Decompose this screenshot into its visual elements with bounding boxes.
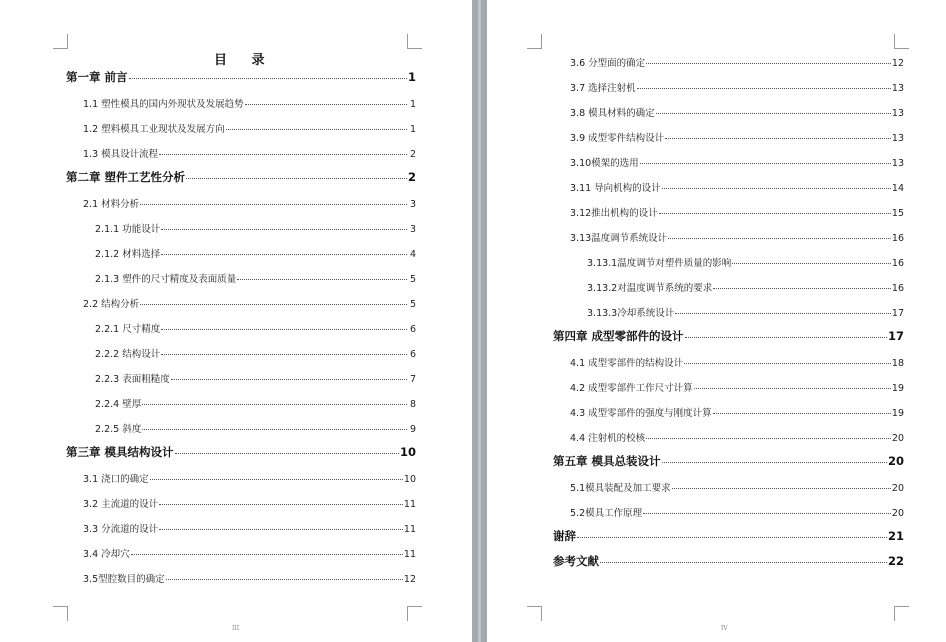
toc-section-entry[interactable] xyxy=(83,546,416,560)
toc-section-entry[interactable] xyxy=(83,196,416,210)
toc-dot-leader xyxy=(694,388,891,389)
corner-mark-bottom-right xyxy=(407,606,422,621)
toc-entry-page-number: 17 xyxy=(887,329,904,343)
toc-dot-leader xyxy=(161,329,407,330)
toc-dot-leader xyxy=(656,113,891,114)
page-number-footer: IV xyxy=(721,625,728,632)
toc-entry-label: 4.1 成型零部件的结构设计 xyxy=(570,358,684,369)
toc-section-entry[interactable] xyxy=(570,205,904,219)
toc-section-entry[interactable] xyxy=(95,246,416,260)
toc-section-entry[interactable] xyxy=(570,230,904,244)
toc-section-entry[interactable] xyxy=(570,430,904,444)
toc-entry-page-number: 12 xyxy=(891,58,904,69)
toc-entry-page-number: 15 xyxy=(891,208,904,219)
toc-chapter-entry[interactable] xyxy=(553,453,904,469)
toc-section-entry[interactable] xyxy=(83,521,416,535)
toc-entry-page-number: 19 xyxy=(891,408,904,419)
toc-dot-leader xyxy=(237,279,407,280)
toc-section-entry[interactable] xyxy=(570,80,904,94)
toc-entry-label: 2.1 材料分析 xyxy=(83,199,140,210)
toc-entry-label: 3.13.1温度调节对塑件质量的影响 xyxy=(587,258,732,269)
toc-entry-page-number: 21 xyxy=(887,529,904,543)
toc-entry-label: 2.2.2 结构设计 xyxy=(95,349,161,360)
corner-mark-top-right xyxy=(894,34,909,49)
corner-mark-top-right xyxy=(407,34,422,49)
toc-dot-leader xyxy=(226,129,407,130)
toc-entry-page-number: 3 xyxy=(409,199,416,210)
toc-dot-leader xyxy=(732,263,891,264)
toc-section-entry[interactable] xyxy=(95,396,416,410)
toc-dot-leader xyxy=(245,104,407,105)
toc-entry-label: 第二章 塑件工艺性分析 xyxy=(66,170,186,184)
toc-entry-label: 2.2.3 表面粗糙度 xyxy=(95,374,170,385)
toc-section-entry[interactable] xyxy=(83,496,416,510)
toc-entry-label: 2.2.4 壁厚 xyxy=(95,399,142,410)
toc-entry-page-number: 2 xyxy=(407,170,416,184)
toc-entry-label: 3.3 分流道的设计 xyxy=(83,524,159,535)
toc-entry-label: 3.11 导向机构的设计 xyxy=(570,183,661,194)
toc-entry-label: 2.1.1 功能设计 xyxy=(95,224,161,235)
corner-mark-top-left xyxy=(527,34,542,49)
toc-chapter-entry[interactable] xyxy=(553,528,904,544)
toc-section-entry[interactable] xyxy=(83,296,416,310)
toc-chapter-entry[interactable] xyxy=(66,169,416,185)
toc-entry-label: 3.10模架的选用 xyxy=(570,158,639,169)
toc-section-entry[interactable] xyxy=(587,280,904,294)
toc-entry-label: 谢辞 xyxy=(553,529,576,543)
toc-entry-label: 1.2 塑料模具工业现状及发展方向 xyxy=(83,124,225,135)
toc-chapter-entry[interactable] xyxy=(553,553,904,569)
toc-dot-leader xyxy=(142,404,407,405)
toc-dot-leader xyxy=(646,63,891,64)
toc-section-entry[interactable] xyxy=(587,305,904,319)
toc-dot-leader xyxy=(662,462,887,463)
toc-entry-label: 参考文献 xyxy=(553,554,599,568)
toc-section-entry[interactable] xyxy=(570,480,904,494)
toc-section-entry[interactable] xyxy=(83,96,416,110)
toc-entry-label: 5.2模具工作原理 xyxy=(570,508,643,519)
toc-section-entry[interactable] xyxy=(570,405,904,419)
toc-section-entry[interactable] xyxy=(570,155,904,169)
toc-dot-leader xyxy=(646,438,891,439)
toc-section-entry[interactable] xyxy=(95,421,416,435)
toc-entry-page-number: 5 xyxy=(409,274,416,285)
toc-entry-page-number: 16 xyxy=(891,283,904,294)
toc-entry-page-number: 20 xyxy=(891,483,904,494)
toc-entry-page-number: 16 xyxy=(891,258,904,269)
toc-entry-label: 第四章 成型零部件的设计 xyxy=(553,329,684,343)
toc-dot-leader xyxy=(600,562,887,563)
toc-entry-page-number: 6 xyxy=(409,349,416,360)
toc-entry-page-number: 20 xyxy=(891,508,904,519)
toc-dot-leader xyxy=(159,154,407,155)
toc-dot-leader xyxy=(131,554,403,555)
corner-mark-bottom-left xyxy=(527,606,542,621)
toc-section-entry[interactable] xyxy=(570,130,904,144)
toc-dot-leader xyxy=(668,238,891,239)
toc-entry-page-number: 20 xyxy=(891,433,904,444)
toc-dot-leader xyxy=(713,288,891,289)
toc-entry-label: 2.2 结构分析 xyxy=(83,299,140,310)
toc-dot-leader xyxy=(640,163,891,164)
toc-entry-page-number: 1 xyxy=(409,124,416,135)
toc-dot-leader xyxy=(685,337,887,338)
document-page-right xyxy=(487,0,946,642)
toc-entry-page-number: 13 xyxy=(891,108,904,119)
toc-entry-label: 2.1.3 塑件的尺寸精度及表面质量 xyxy=(95,274,237,285)
toc-entry-label: 3.8 模具材料的确定 xyxy=(570,108,655,119)
toc-entry-label: 1.1 塑性模具的国内外现状及发展趋势 xyxy=(83,99,244,110)
toc-entry-label: 1.3 模具设计流程 xyxy=(83,149,159,160)
toc-entry-label: 2.2.1 尺寸精度 xyxy=(95,324,161,335)
toc-entry-page-number: 13 xyxy=(891,158,904,169)
toc-entry-page-number: 18 xyxy=(891,358,904,369)
toc-dot-leader xyxy=(577,537,887,538)
toc-entry-page-number: 13 xyxy=(891,133,904,144)
gutter-scrollbar[interactable] xyxy=(478,0,481,642)
toc-section-entry[interactable] xyxy=(95,321,416,335)
corner-mark-bottom-left xyxy=(53,606,68,621)
toc-section-entry[interactable] xyxy=(95,221,416,235)
toc-section-entry[interactable] xyxy=(95,346,416,360)
toc-entry-page-number: 11 xyxy=(403,499,416,510)
toc-entry-page-number: 11 xyxy=(403,549,416,560)
toc-entry-page-number: 10 xyxy=(399,445,416,459)
toc-section-entry[interactable] xyxy=(570,105,904,119)
toc-title: 目 录 xyxy=(214,53,275,68)
toc-dot-leader xyxy=(637,88,891,89)
toc-dot-leader xyxy=(662,188,891,189)
toc-entry-label: 3.1 浇口的确定 xyxy=(83,474,149,485)
toc-dot-leader xyxy=(159,504,403,505)
toc-entry-page-number: 6 xyxy=(409,324,416,335)
toc-section-entry[interactable] xyxy=(570,380,904,394)
toc-entry-label: 3.13.3冷却系统设计 xyxy=(587,308,675,319)
toc-entry-label: 4.4 注射机的校核 xyxy=(570,433,646,444)
toc-section-entry[interactable] xyxy=(83,471,416,485)
toc-entry-page-number: 3 xyxy=(409,224,416,235)
toc-entry-page-number: 5 xyxy=(409,299,416,310)
toc-entry-label: 4.2 成型零部件工作尺寸计算 xyxy=(570,383,693,394)
toc-section-entry[interactable] xyxy=(83,121,416,135)
toc-dot-leader xyxy=(161,254,407,255)
toc-dot-leader xyxy=(140,304,407,305)
toc-entry-page-number: 11 xyxy=(403,524,416,535)
toc-section-entry[interactable] xyxy=(570,180,904,194)
toc-chapter-entry[interactable] xyxy=(66,444,416,460)
toc-entry-label: 第三章 模具结构设计 xyxy=(66,445,174,459)
corner-mark-bottom-right xyxy=(894,606,909,621)
toc-entry-page-number: 13 xyxy=(891,83,904,94)
toc-entry-label: 5.1模具装配及加工要求 xyxy=(570,483,671,494)
toc-entry-label: 3.13.2对温度调节系统的要求 xyxy=(587,283,713,294)
toc-chapter-entry[interactable] xyxy=(66,69,416,85)
corner-mark-top-left xyxy=(53,34,68,49)
toc-entry-label: 3.4 冷却穴 xyxy=(83,549,130,560)
toc-dot-leader xyxy=(684,363,891,364)
toc-section-entry[interactable] xyxy=(587,255,904,269)
toc-dot-leader xyxy=(161,229,407,230)
toc-entry-label: 3.13温度调节系统设计 xyxy=(570,233,668,244)
toc-dot-leader xyxy=(643,513,891,514)
toc-entry-label: 3.7 选择注射机 xyxy=(570,83,636,94)
toc-section-entry[interactable] xyxy=(95,271,416,285)
toc-section-entry[interactable] xyxy=(83,571,416,585)
toc-dot-leader xyxy=(171,379,407,380)
toc-dot-leader xyxy=(665,138,891,139)
toc-entry-page-number: 12 xyxy=(403,574,416,585)
toc-entry-label: 3.9 成型零件结构设计 xyxy=(570,133,665,144)
toc-entry-page-number: 1 xyxy=(409,99,416,110)
toc-entry-label: 第一章 前言 xyxy=(66,70,128,84)
toc-section-entry[interactable] xyxy=(570,505,904,519)
toc-section-entry[interactable] xyxy=(570,355,904,369)
toc-section-entry[interactable] xyxy=(95,371,416,385)
toc-entry-page-number: 2 xyxy=(409,149,416,160)
toc-entry-page-number: 10 xyxy=(403,474,416,485)
toc-entry-page-number: 19 xyxy=(891,383,904,394)
toc-entry-label: 3.6 分型面的确定 xyxy=(570,58,646,69)
toc-dot-leader xyxy=(175,453,399,454)
document-page-left xyxy=(0,0,472,642)
toc-entry-page-number: 14 xyxy=(891,183,904,194)
toc-dot-leader xyxy=(672,488,891,489)
toc-entry-label: 2.1.2 材料选择 xyxy=(95,249,161,260)
toc-entry-label: 第五章 模具总装设计 xyxy=(553,454,661,468)
toc-entry-page-number: 1 xyxy=(407,70,416,84)
toc-section-entry[interactable] xyxy=(570,55,904,69)
toc-dot-leader xyxy=(129,78,407,79)
toc-entry-page-number: 16 xyxy=(891,233,904,244)
toc-dot-leader xyxy=(659,213,891,214)
toc-dot-leader xyxy=(186,178,407,179)
toc-entry-label: 4.3 成型零部件的强度与刚度计算 xyxy=(570,408,712,419)
page-number-footer: III xyxy=(232,625,240,632)
toc-entry-page-number: 7 xyxy=(409,374,416,385)
toc-dot-leader xyxy=(140,204,407,205)
toc-dot-leader xyxy=(150,479,403,480)
toc-dot-leader xyxy=(166,579,403,580)
toc-entry-label: 3.5型腔数目的确定 xyxy=(83,574,165,585)
toc-dot-leader xyxy=(713,413,891,414)
toc-entry-page-number: 22 xyxy=(887,554,904,568)
toc-entry-page-number: 4 xyxy=(409,249,416,260)
toc-entry-label: 3.12推出机构的设计 xyxy=(570,208,658,219)
toc-dot-leader xyxy=(159,529,403,530)
toc-entry-page-number: 20 xyxy=(887,454,904,468)
toc-section-entry[interactable] xyxy=(83,146,416,160)
toc-entry-label: 3.2 主流道的设计 xyxy=(83,499,159,510)
toc-entry-page-number: 17 xyxy=(891,308,904,319)
toc-chapter-entry[interactable] xyxy=(553,328,904,344)
toc-entry-page-number: 8 xyxy=(409,399,416,410)
toc-dot-leader xyxy=(161,354,407,355)
toc-dot-leader xyxy=(675,313,891,314)
toc-entry-page-number: 9 xyxy=(409,424,416,435)
toc-dot-leader xyxy=(142,429,407,430)
toc-entry-label: 2.2.5 斜度 xyxy=(95,424,142,435)
